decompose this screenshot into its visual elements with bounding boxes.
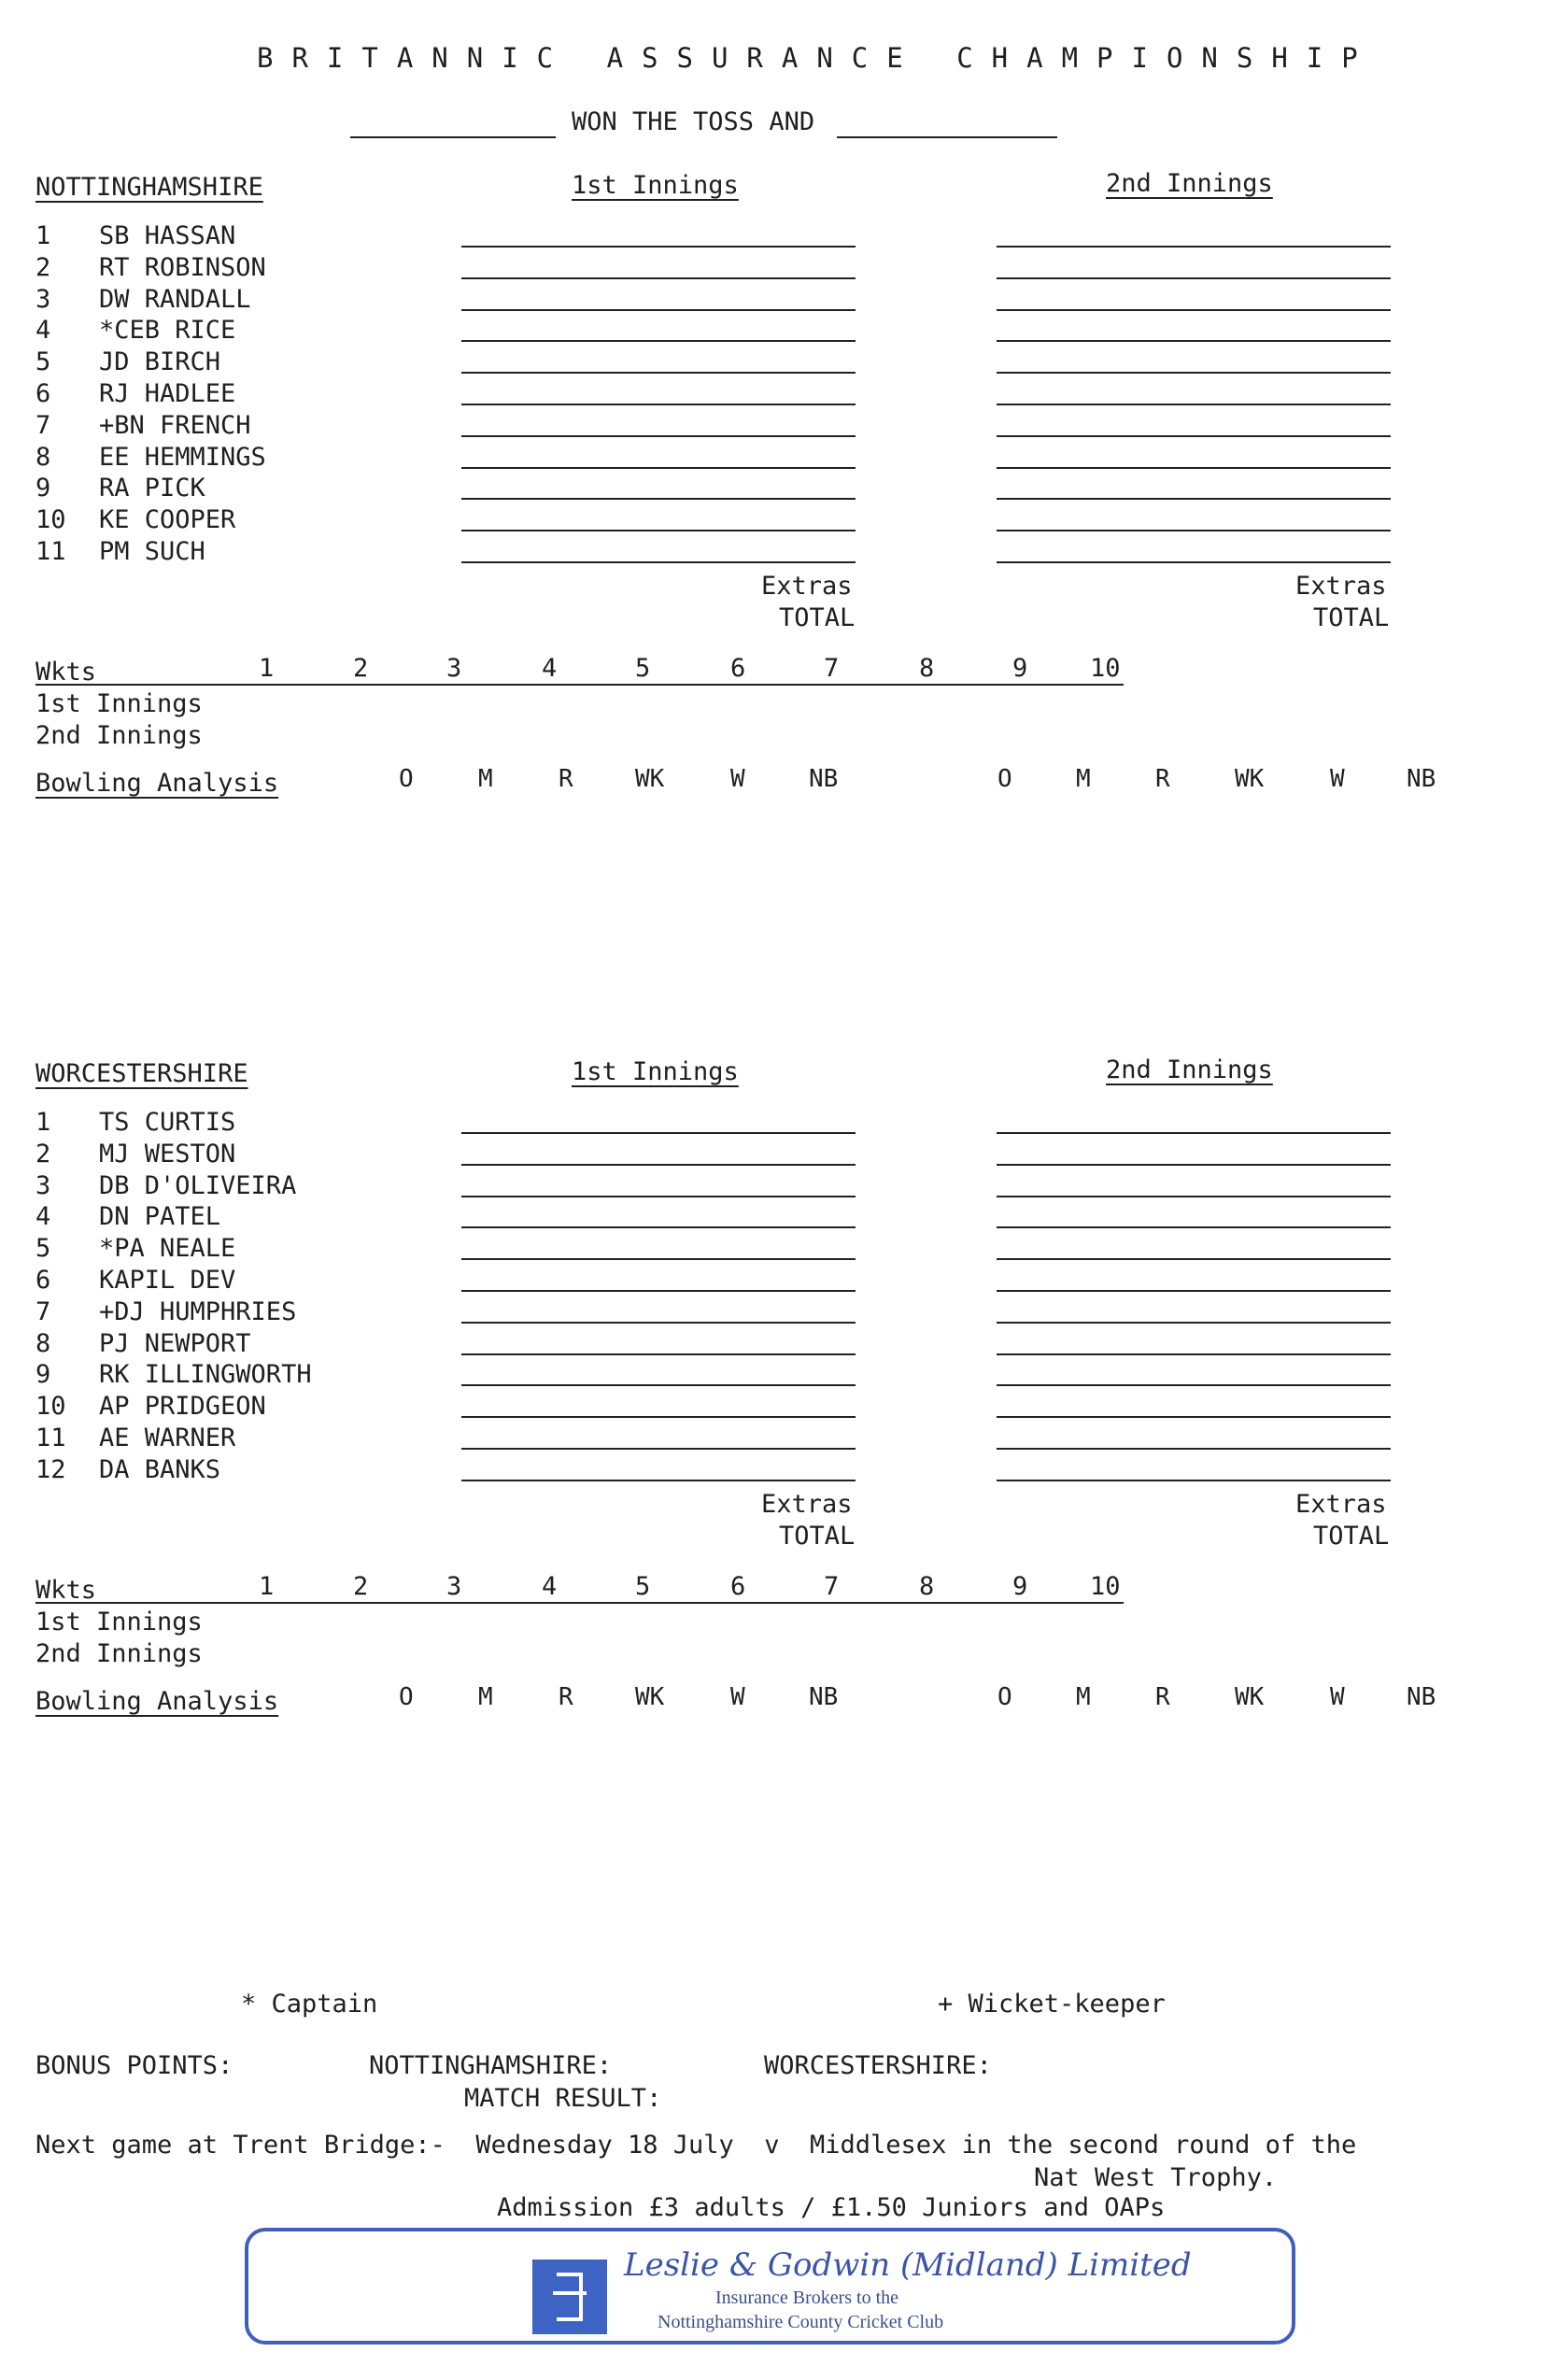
score-line-1st-innings [461,1132,856,1134]
score-line-2nd-innings [997,498,1391,500]
total-label-2nd: TOTAL [1313,1521,1390,1551]
bowling-col-header: NB [809,1682,839,1711]
wicket-number: 5 [635,1571,651,1601]
sponsor-logo-icon [532,2260,607,2334]
wicket-number: 2 [353,1571,369,1601]
wicket-number: 5 [635,654,651,683]
bowling-col-header: W [1330,765,1345,793]
bowling-col-header: W [730,765,745,793]
fow-1st-innings-label: 1st Innings [35,689,203,718]
wicket-number: 7 [824,654,840,683]
score-line-1st-innings [461,246,856,248]
bowling-col-header: WK [1235,765,1265,793]
score-line-2nd-innings [997,309,1391,311]
score-line-1st-innings [461,1448,856,1450]
player-name: PM SUCH [99,537,205,566]
player-number: 9 [35,1360,51,1390]
sponsor-line-2: Nottinghamshire County Cricket Club [658,2312,944,2332]
wicket-number: 1 [259,654,275,683]
player-number: 1 [35,221,51,250]
score-line-1st-innings [461,1353,856,1355]
wicket-number: 3 [446,1571,462,1601]
wicket-number: 10 [1090,1571,1121,1601]
player-number: 7 [35,410,51,440]
player-name: *CEB RICE [99,316,236,346]
captain-key: * Captain [241,1990,378,2019]
wkts-label: Wkts [35,658,97,687]
player-name: +DJ HUMPHRIES [99,1296,297,1326]
player-name: DB D'OLIVEIRA [99,1170,297,1200]
score-line-1st-innings [461,309,856,311]
wicket-number: 6 [730,1571,746,1601]
sponsor-banner [245,2228,1295,2345]
score-line-2nd-innings [997,1353,1391,1355]
score-line-2nd-innings [997,277,1391,279]
extras-label-1st: Extras [761,572,853,601]
innings-1-heading: 1st Innings [572,1057,739,1086]
score-line-2nd-innings [997,1164,1391,1166]
score-line-1st-innings [461,498,856,500]
match-result-label: MATCH RESULT: [464,2084,662,2113]
score-line-2nd-innings [997,1322,1391,1324]
bowling-col-header: R [1155,1682,1170,1711]
player-name: JD BIRCH [99,347,221,377]
bowling-col-header: W [730,1682,745,1711]
score-line-1st-innings [461,404,856,405]
wicket-number: 8 [919,654,935,683]
player-number: 3 [35,284,51,314]
score-line-1st-innings [461,1290,856,1292]
fow-2nd-innings-label: 2nd Innings [35,721,203,750]
player-number: 3 [35,1170,51,1200]
score-line-2nd-innings [997,1196,1391,1197]
player-number: 6 [35,379,51,408]
bowling-col-header: NB [809,765,839,793]
sponsor-name: Leslie & Godwin (Midland) Limited [624,2246,1192,2284]
bowling-col-header: M [478,765,493,793]
player-name: DA BANKS [99,1454,221,1484]
player-name: MJ WESTON [99,1139,236,1169]
team-name: NOTTINGHAMSHIRE [35,173,263,202]
next-game-text: Next game at Trent Bridge:- Wednesday 18 July v Middlesex in the second round of the [35,2131,1357,2160]
toss-text: WON THE TOSS AND [572,107,815,136]
score-line-1st-innings [461,1384,856,1386]
player-number: 4 [35,1202,51,1232]
extras-label-1st: Extras [761,1489,853,1519]
wicket-number: 10 [1090,654,1121,683]
innings-1-heading: 1st Innings [572,171,739,200]
player-number: 1 [35,1108,51,1137]
player-number: 12 [35,1454,66,1484]
player-name: AE WARNER [99,1424,236,1452]
score-line-2nd-innings [997,467,1391,469]
bowling-col-header: M [1076,765,1091,793]
score-line-2nd-innings [997,1132,1391,1134]
score-line-2nd-innings [997,530,1391,531]
wicket-number: 6 [730,654,746,683]
fow-2nd-innings-label: 2nd Innings [35,1638,203,1668]
bowling-col-header: WK [635,1682,665,1711]
bowling-col-header: R [559,1682,573,1711]
player-number: 9 [35,474,51,503]
score-line-1st-innings [461,1164,856,1166]
bowling-col-header: O [399,765,414,793]
player-name: RA PICK [99,474,205,503]
bowling-col-header: W [1330,1682,1345,1711]
wicket-number: 9 [1012,1571,1028,1601]
toss-blank-right [837,136,1057,138]
score-line-2nd-innings [997,1384,1391,1386]
player-number: 11 [35,1424,66,1452]
innings-2-heading: 2nd Innings [1106,1055,1273,1084]
bowling-col-header: M [1076,1682,1091,1711]
player-number: 2 [35,252,51,282]
player-number: 5 [35,1234,51,1264]
toss-blank-left [350,136,556,138]
player-name: RJ HADLEE [99,379,236,408]
admission-text: Admission £3 adults / £1.50 Juniors and OAPs [497,2193,1166,2222]
score-line-2nd-innings [997,1416,1391,1418]
wkts-label: Wkts [35,1575,97,1605]
wicket-number: 4 [542,654,558,683]
total-label-2nd: TOTAL [1313,603,1390,632]
player-number: 5 [35,347,51,377]
score-line-2nd-innings [997,561,1391,563]
page-title: BRITANNIC ASSURANCE CHAMPIONSHIP [257,42,1377,74]
score-line-2nd-innings [997,246,1391,248]
player-number: 6 [35,1266,51,1295]
wicket-number: 7 [824,1571,840,1601]
sponsor-line-1: Insurance Brokers to the [715,2288,899,2308]
wicket-number: 3 [446,654,462,683]
bowling-col-header: R [1155,765,1170,793]
extras-label-2nd: Extras [1295,572,1387,601]
score-line-1st-innings [461,1322,856,1324]
team-name: WORCESTERSHIRE [35,1059,248,1088]
player-name: KAPIL DEV [99,1266,236,1295]
player-name: *PA NEALE [99,1234,236,1264]
player-name: DN PATEL [99,1202,221,1232]
bowling-col-header: NB [1407,765,1436,793]
score-line-2nd-innings [997,1258,1391,1260]
score-line-2nd-innings [997,404,1391,405]
score-line-2nd-innings [997,1448,1391,1450]
wicket-number: 8 [919,1571,935,1601]
score-line-1st-innings [461,1480,856,1481]
bowling-analysis-label: Bowling Analysis [35,1686,279,1716]
total-label-1st: TOTAL [779,1521,856,1551]
player-number: 10 [35,1392,66,1422]
player-name: EE HEMMINGS [99,442,266,472]
wicket-number: 1 [259,1571,275,1601]
player-name: SB HASSAN [99,221,236,250]
player-number: 2 [35,1139,51,1169]
total-label-1st: TOTAL [779,603,856,632]
bowling-col-header: M [478,1682,493,1711]
next-game-text-2: Nat West Trophy. [1034,2163,1278,2192]
player-name: RT ROBINSON [99,252,266,282]
bowling-analysis-label: Bowling Analysis [35,769,279,798]
wicket-number: 2 [353,654,369,683]
bowling-col-header: O [997,1682,1012,1711]
score-line-1st-innings [461,435,856,437]
bowling-col-header: O [399,1682,414,1711]
innings-2-heading: 2nd Innings [1106,169,1273,198]
player-number: 8 [35,1328,51,1358]
score-line-1st-innings [461,340,856,342]
player-name: +BN FRENCH [99,410,251,440]
player-number: 10 [35,505,66,535]
player-name: TS CURTIS [99,1108,236,1137]
score-line-2nd-innings [997,435,1391,437]
player-number: 11 [35,537,66,566]
score-line-2nd-innings [997,1290,1391,1292]
fall-of-wickets-line [35,1602,1124,1604]
score-line-1st-innings [461,1226,856,1228]
score-line-2nd-innings [997,372,1391,374]
score-line-1st-innings [461,530,856,531]
score-line-2nd-innings [997,1480,1391,1481]
fow-1st-innings-label: 1st Innings [35,1607,203,1636]
wicket-keeper-key: + Wicket-keeper [938,1990,1166,2019]
score-line-1st-innings [461,372,856,374]
player-name: RK ILLINGWORTH [99,1360,312,1390]
bonus-worcestershire: WORCESTERSHIRE: [764,2051,992,2080]
score-line-1st-innings [461,1258,856,1260]
extras-label-2nd: Extras [1295,1489,1387,1519]
wicket-number: 9 [1012,654,1028,683]
score-line-1st-innings [461,467,856,469]
score-line-1st-innings [461,1196,856,1197]
player-number: 7 [35,1296,51,1326]
score-line-1st-innings [461,277,856,279]
bowling-col-header: NB [1407,1682,1436,1711]
bonus-points-label: BONUS POINTS: [35,2051,233,2080]
score-line-1st-innings [461,561,856,563]
bowling-col-header: O [997,765,1012,793]
player-name: AP PRIDGEON [99,1392,266,1422]
score-line-2nd-innings [997,340,1391,342]
fall-of-wickets-line [35,684,1124,686]
bonus-nottinghamshire: NOTTINGHAMSHIRE: [369,2051,613,2080]
player-name: PJ NEWPORT [99,1328,251,1358]
player-name: DW RANDALL [99,284,251,314]
bowling-col-header: R [559,765,573,793]
player-number: 8 [35,442,51,472]
bowling-col-header: WK [1235,1682,1265,1711]
score-line-1st-innings [461,1416,856,1418]
score-line-2nd-innings [997,1226,1391,1228]
bowling-col-header: WK [635,765,665,793]
wicket-number: 4 [542,1571,558,1601]
player-name: KE COOPER [99,505,236,535]
player-number: 4 [35,316,51,346]
